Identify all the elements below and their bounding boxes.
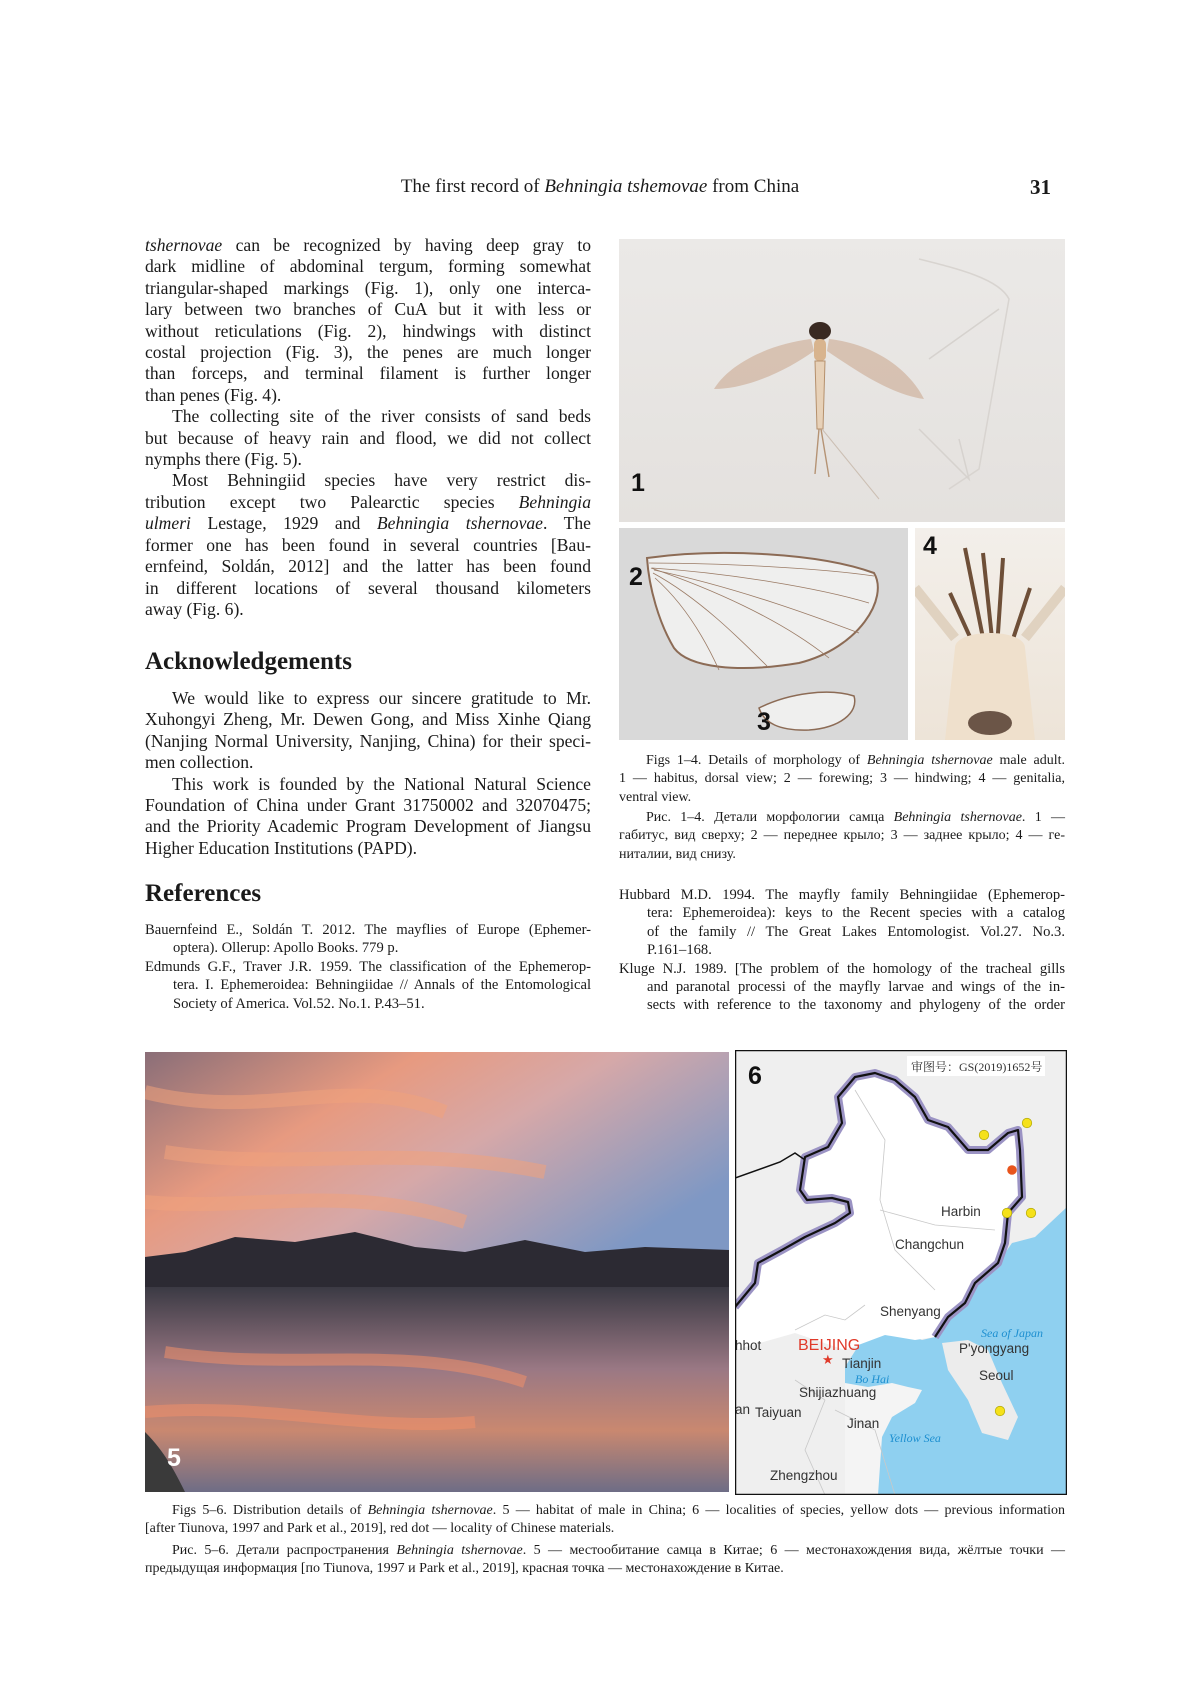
city-hohhot: hhot [735, 1338, 762, 1353]
paragraph [145, 1502, 1065, 1539]
figure-label-2: 2 [629, 563, 643, 592]
text-line: tera. I. Ephemeroidea: Behningiidae // Annals of the Entomological [145, 976, 591, 994]
text-line: Society of America. Vol.52. No.1. P.43–51. [145, 995, 591, 1013]
text-line: tera: Ephemeroidea): keys to the Recent species with a catalog [619, 904, 1065, 922]
text-line: We would like to express our sincere gratitude to Mr. [145, 688, 591, 709]
previous-record-dot [995, 1406, 1005, 1416]
figure-5-6-caption-ru [145, 1542, 1065, 1579]
reference-entry [619, 960, 1065, 1015]
previous-record-dot [1002, 1208, 1012, 1218]
text-line: Xuhongyi Zheng, Mr. Dewen Gong, and Miss Xinhe Qiang [145, 709, 591, 730]
text-line: ventral view. [619, 789, 1065, 807]
reference-entry [145, 921, 591, 958]
paragraph [619, 752, 1065, 807]
paragraph [619, 809, 1065, 864]
map-approval-number: 审图号：GS(2019)1652号 [911, 1059, 1042, 1074]
sunset-river-image [145, 1052, 729, 1492]
text-line: lary between two branches of CuA but it with less or [145, 299, 591, 320]
figure-5-6-caption-en [145, 1502, 1065, 1539]
reference-entry [619, 886, 1065, 960]
text-line: and the Priority Academic Program Development of Jiangsu [145, 816, 591, 837]
text-line: Рис. 5–6. Детали распространения Behningia tshernovae. 5 — местообитание самца в Китае; 6 — местонахождения вида, жёлтые точки — [145, 1542, 1065, 1560]
figure-5-habitat-photo [145, 1052, 729, 1492]
text-line: Figs 1–4. Details of morphology of Behningia tshernovae male adult. [619, 752, 1065, 770]
yellow-sea-label: Yellow Sea [889, 1431, 941, 1445]
acknowledgements-text [145, 688, 591, 859]
running-head: The first record of Behningia tshemovae from China [0, 176, 1200, 198]
text-line: of the family // The Great Lakes Entomologist. Vol.27. No.3. [619, 923, 1065, 941]
text-line: (Nanjing Normal University, Nanjing, China) for their speci- [145, 731, 591, 752]
text-line: former one has been found in several countries [Bau- [145, 535, 591, 556]
bo-hai-label: Bo Hai [855, 1372, 889, 1386]
text-line: ниталии, вид снизу. [619, 846, 1065, 864]
text-line: 1 — habitus, dorsal view; 2 — forewing; 3 — hindwing; 4 — genitalia, [619, 770, 1065, 788]
text-line: men collection. [145, 752, 591, 773]
text-line: away (Fig. 6). [145, 599, 591, 620]
text-line: triangular-shaped markings (Fig. 1), only one interca- [145, 278, 591, 299]
acknowledgements-heading: Acknowledgements [145, 648, 352, 676]
previous-record-dot [1026, 1208, 1036, 1218]
city-xian: an [735, 1402, 750, 1417]
city-pyongyang: P'yongyang [959, 1341, 1029, 1356]
text-line: optera). Ollerup: Apollo Books. 779 p. [145, 939, 591, 957]
figure-1-habitus [619, 239, 1065, 522]
figure-label-4: 4 [923, 532, 937, 561]
previous-record-dot [1022, 1118, 1032, 1128]
city-zhengzhou: Zhengzhou [770, 1468, 838, 1483]
paragraph [145, 688, 591, 774]
reference-entry [145, 958, 591, 1013]
city-harbin: Harbin [941, 1204, 981, 1219]
text-line: costal projection (Fig. 3), the penes are much longer [145, 342, 591, 363]
city-changchun: Changchun [895, 1237, 964, 1252]
figure-label-6: 6 [748, 1062, 762, 1090]
mayfly-habitus-image [619, 239, 1065, 522]
figure-1-4-caption-en [619, 752, 1065, 807]
text-line: than forceps, and terminal filament is further longer [145, 363, 591, 384]
figure-label-3: 3 [757, 708, 771, 737]
city-tianjin: Tianjin [842, 1356, 881, 1371]
text-line: P.161–168. [619, 941, 1065, 959]
city-seoul: Seoul [979, 1368, 1014, 1383]
text-line: This work is founded by the National Natural Science [145, 774, 591, 795]
figure-label-1: 1 [631, 469, 645, 498]
text-line: ulmeri Lestage, 1929 and Behningia tshernovae. The [145, 513, 591, 534]
city-taiyuan: Taiyuan [755, 1405, 802, 1420]
text-line: габитус, вид сверху; 2 — переднее крыло; 3 — заднее крыло; 4 — ге- [619, 827, 1065, 845]
text-line: Bauernfeind E., Soldán T. 2012. The mayflies of Europe (Ephemer- [145, 921, 591, 939]
body-text [145, 235, 591, 620]
figure-label-5: 5 [167, 1444, 181, 1473]
previous-record-dot [979, 1130, 989, 1140]
figure-2-3-wings [619, 528, 908, 740]
text-line: Hubbard M.D. 1994. The mayfly family Behningiidae (Ephemerop- [619, 886, 1065, 904]
text-line: Higher Education Institutions (PAPD). [145, 838, 591, 859]
page-number: 31 [1030, 175, 1051, 200]
paragraph [145, 1542, 1065, 1579]
text-line: but because of heavy rain and flood, we did not collect [145, 428, 591, 449]
text-line: nymphs there (Fig. 5). [145, 449, 591, 470]
text-line: ernfeind, Soldán, 2012] and the latter has been found [145, 556, 591, 577]
paragraph [145, 406, 591, 470]
text-line: предыдущая информация [по Tiunova, 1997 и Park et al., 2019], красная точка — местонахождение в Китае. [145, 1560, 1065, 1578]
genitalia-image [915, 528, 1065, 740]
city-beijing: BEIJING [798, 1337, 860, 1354]
chinese-record-dot [1007, 1165, 1017, 1175]
city-jinan: Jinan [847, 1416, 879, 1431]
text-line: Figs 5–6. Distribution details of Behningia tshernovae. 5 — habitat of male in China; 6 — localities of species, yellow dots — previous information [145, 1502, 1065, 1520]
references-list-right [619, 886, 1065, 1015]
paragraph [145, 470, 591, 620]
figure-1-4-caption-ru [619, 809, 1065, 864]
text-line: sects with reference to the taxonomy and phylogeny of the order [619, 996, 1065, 1014]
text-line: [after Tiunova, 1997 and Park et al., 2019], red dot — locality of Chinese materials. [145, 1520, 1065, 1538]
text-line: The collecting site of the river consists of sand beds [145, 406, 591, 427]
text-line: in different locations of several thousand kilometers [145, 578, 591, 599]
city-shenyang: Shenyang [880, 1304, 941, 1319]
text-line: tribution except two Palearctic species Behningia [145, 492, 591, 513]
paragraph [145, 774, 591, 860]
text-line: without reticulations (Fig. 2), hindwings with distinct [145, 321, 591, 342]
text-line: Most Behningiid species have very restrict dis- [145, 470, 591, 491]
text-line: and paranotal processi of the mayfly larvae and wings of the in- [619, 978, 1065, 996]
text-line: Foundation of China under Grant 31750002 and 32070475; [145, 795, 591, 816]
text-line: dark midline of abdominal tergum, forming somewhat [145, 256, 591, 277]
text-line: Kluge N.J. 1989. [The problem of the homology of the tracheal gills [619, 960, 1065, 978]
city-shijiazhuang: Shijiazhuang [799, 1385, 876, 1400]
sea-of-japan-label: Sea of Japan [981, 1326, 1043, 1340]
paragraph [145, 235, 591, 406]
figure-6-distribution-map [735, 1050, 1067, 1495]
capital-star-icon: ★ [822, 1352, 834, 1367]
text-line: tshernovae can be recognized by having deep gray to [145, 235, 591, 256]
map-image [735, 1050, 1067, 1495]
text-line: Edmunds G.F., Traver J.R. 1959. The classification of the Ephemerop- [145, 958, 591, 976]
text-line: than penes (Fig. 4). [145, 385, 591, 406]
references-heading: References [145, 880, 261, 908]
text-line: Рис. 1–4. Детали морфологии самца Behningia tshernovae. 1 — [619, 809, 1065, 827]
figure-4-genitalia [915, 528, 1065, 740]
references-list-left [145, 921, 591, 1013]
